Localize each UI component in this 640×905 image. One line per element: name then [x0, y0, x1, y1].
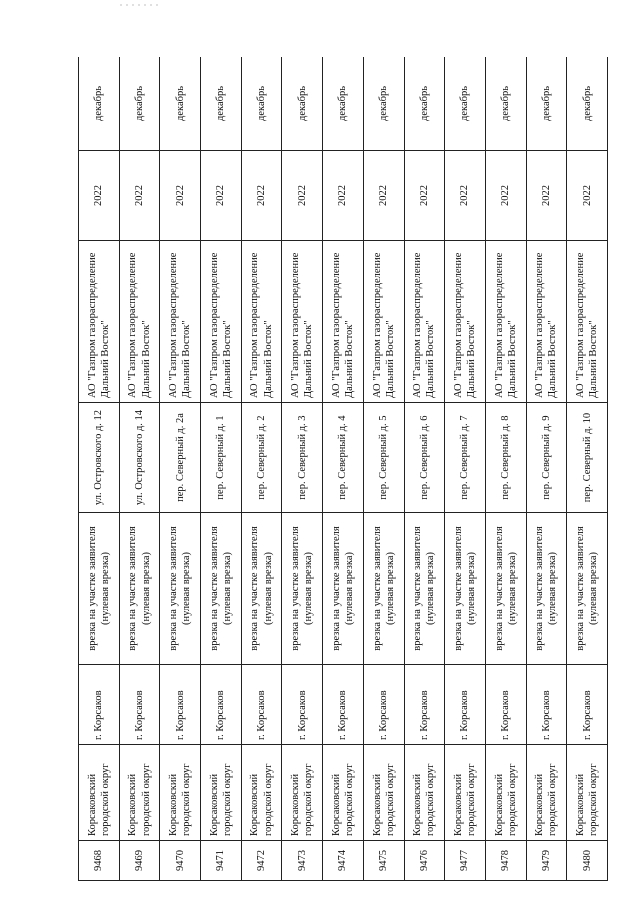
- year-cell: 2022: [282, 151, 323, 241]
- year-cell: 2022: [526, 151, 567, 241]
- city-cell: г. Корсаков: [119, 665, 160, 745]
- table-row: [404, 57, 445, 881]
- address-cell: пер. Северный д. 4: [323, 403, 364, 513]
- month-cell: декабрь: [241, 57, 282, 151]
- year-cell: 2022: [119, 151, 160, 241]
- municipality-cell: Корсаковский городской округ: [526, 745, 567, 841]
- organization-cell: АО "Газпром газораспределение Дальний Восток": [79, 241, 120, 403]
- address-cell: пер. Северный д. 5: [363, 403, 404, 513]
- organization-cell: АО "Газпром газораспределение Дальний Восток": [485, 241, 526, 403]
- month-cell: декабрь: [119, 57, 160, 151]
- month-cell: декабрь: [567, 57, 608, 151]
- organization-cell: АО "Газпром газораспределение Дальний Восток": [567, 241, 608, 403]
- municipality-cell: Корсаковский городской округ: [119, 745, 160, 841]
- work-type-cell: врезка на участке заявителя (нулевая врезка): [485, 513, 526, 665]
- month-cell: декабрь: [445, 57, 486, 151]
- table-body: [79, 57, 608, 881]
- work-type-cell: врезка на участке заявителя (нулевая врезка): [445, 513, 486, 665]
- work-type-cell: врезка на участке заявителя (нулевая врезка): [119, 513, 160, 665]
- organization-cell: АО "Газпром газораспределение Дальний Восток": [201, 241, 242, 403]
- table-row: [567, 57, 608, 881]
- city-cell: г. Корсаков: [404, 665, 445, 745]
- rotated-table-container: [78, 57, 608, 881]
- municipality-cell: Корсаковский городской округ: [404, 745, 445, 841]
- municipality-cell: Корсаковский городской округ: [567, 745, 608, 841]
- work-type-cell: врезка на участке заявителя (нулевая врезка): [241, 513, 282, 665]
- table-row: [282, 57, 323, 881]
- month-cell: декабрь: [404, 57, 445, 151]
- year-cell: 2022: [79, 151, 120, 241]
- address-cell: пер. Северный д. 6: [404, 403, 445, 513]
- row-number: 9474: [323, 841, 364, 881]
- address-cell: ул. Островского д. 12: [79, 403, 120, 513]
- table-row: [160, 57, 201, 881]
- municipality-cell: Корсаковский городской округ: [160, 745, 201, 841]
- city-cell: г. Корсаков: [485, 665, 526, 745]
- address-cell: пер. Северный д. 2а: [160, 403, 201, 513]
- work-type-cell: врезка на участке заявителя (нулевая врезка): [282, 513, 323, 665]
- table-row: [201, 57, 242, 881]
- municipality-cell: Корсаковский городской округ: [201, 745, 242, 841]
- year-cell: 2022: [363, 151, 404, 241]
- organization-cell: АО "Газпром газораспределение Дальний Восток": [119, 241, 160, 403]
- year-cell: 2022: [201, 151, 242, 241]
- city-cell: г. Корсаков: [526, 665, 567, 745]
- table-row: [79, 57, 120, 881]
- city-cell: г. Корсаков: [567, 665, 608, 745]
- municipality-cell: Корсаковский городской округ: [323, 745, 364, 841]
- year-cell: 2022: [567, 151, 608, 241]
- address-cell: ул. Островского д. 14: [119, 403, 160, 513]
- year-cell: 2022: [241, 151, 282, 241]
- year-cell: 2022: [485, 151, 526, 241]
- city-cell: г. Корсаков: [201, 665, 242, 745]
- organization-cell: АО "Газпром газораспределение Дальний Восток": [526, 241, 567, 403]
- municipality-cell: Корсаковский городской округ: [445, 745, 486, 841]
- scan-artifact: [118, 3, 158, 7]
- month-cell: декабрь: [526, 57, 567, 151]
- table-row: [241, 57, 282, 881]
- work-type-cell: врезка на участке заявителя (нулевая врезка): [567, 513, 608, 665]
- city-cell: г. Корсаков: [323, 665, 364, 745]
- work-type-cell: врезка на участке заявителя (нулевая врезка): [201, 513, 242, 665]
- row-number: 9477: [445, 841, 486, 881]
- city-cell: г. Корсаков: [160, 665, 201, 745]
- organization-cell: АО "Газпром газораспределение Дальний Восток": [160, 241, 201, 403]
- row-number: 9468: [79, 841, 120, 881]
- row-number: 9479: [526, 841, 567, 881]
- row-number: 9475: [363, 841, 404, 881]
- row-number: 9469: [119, 841, 160, 881]
- gas-connection-table: [78, 57, 608, 881]
- municipality-cell: Корсаковский городской округ: [485, 745, 526, 841]
- work-type-cell: врезка на участке заявителя (нулевая врезка): [363, 513, 404, 665]
- work-type-cell: врезка на участке заявителя (нулевая врезка): [323, 513, 364, 665]
- address-cell: пер. Северный д. 7: [445, 403, 486, 513]
- year-cell: 2022: [404, 151, 445, 241]
- work-type-cell: врезка на участке заявителя (нулевая врезка): [404, 513, 445, 665]
- city-cell: г. Корсаков: [79, 665, 120, 745]
- address-cell: пер. Северный д. 3: [282, 403, 323, 513]
- address-cell: пер. Северный д. 1: [201, 403, 242, 513]
- work-type-cell: врезка на участке заявителя (нулевая врезка): [79, 513, 120, 665]
- table-row: [323, 57, 364, 881]
- row-number: 9480: [567, 841, 608, 881]
- row-number: 9472: [241, 841, 282, 881]
- document-page: [78, 57, 608, 881]
- organization-cell: АО "Газпром газораспределение Дальний Восток": [241, 241, 282, 403]
- city-cell: г. Корсаков: [241, 665, 282, 745]
- organization-cell: АО "Газпром газораспределение Дальний Восток": [445, 241, 486, 403]
- month-cell: декабрь: [79, 57, 120, 151]
- month-cell: декабрь: [363, 57, 404, 151]
- month-cell: декабрь: [201, 57, 242, 151]
- municipality-cell: Корсаковский городской округ: [241, 745, 282, 841]
- table-row: [119, 57, 160, 881]
- municipality-cell: Корсаковский городской округ: [363, 745, 404, 841]
- month-cell: декабрь: [323, 57, 364, 151]
- organization-cell: АО "Газпром газораспределение Дальний Восток": [404, 241, 445, 403]
- city-cell: г. Корсаков: [363, 665, 404, 745]
- organization-cell: АО "Газпром газораспределение Дальний Восток": [363, 241, 404, 403]
- month-cell: декабрь: [160, 57, 201, 151]
- organization-cell: АО "Газпром газораспределение Дальний Восток": [323, 241, 364, 403]
- table-row: [363, 57, 404, 881]
- row-number: 9478: [485, 841, 526, 881]
- city-cell: г. Корсаков: [282, 665, 323, 745]
- year-cell: 2022: [160, 151, 201, 241]
- municipality-cell: Корсаковский городской округ: [282, 745, 323, 841]
- table-row: [485, 57, 526, 881]
- month-cell: декабрь: [282, 57, 323, 151]
- city-cell: г. Корсаков: [445, 665, 486, 745]
- year-cell: 2022: [445, 151, 486, 241]
- table-row: [526, 57, 567, 881]
- month-cell: декабрь: [485, 57, 526, 151]
- work-type-cell: врезка на участке заявителя (нулевая врезка): [160, 513, 201, 665]
- row-number: 9473: [282, 841, 323, 881]
- address-cell: пер. Северный д. 8: [485, 403, 526, 513]
- address-cell: пер. Северный д. 10: [567, 403, 608, 513]
- work-type-cell: врезка на участке заявителя (нулевая врезка): [526, 513, 567, 665]
- table-row: [445, 57, 486, 881]
- row-number: 9476: [404, 841, 445, 881]
- organization-cell: АО "Газпром газораспределение Дальний Восток": [282, 241, 323, 403]
- row-number: 9471: [201, 841, 242, 881]
- municipality-cell: Корсаковский городской округ: [79, 745, 120, 841]
- address-cell: пер. Северный д. 9: [526, 403, 567, 513]
- row-number: 9470: [160, 841, 201, 881]
- address-cell: пер. Северный д. 2: [241, 403, 282, 513]
- year-cell: 2022: [323, 151, 364, 241]
